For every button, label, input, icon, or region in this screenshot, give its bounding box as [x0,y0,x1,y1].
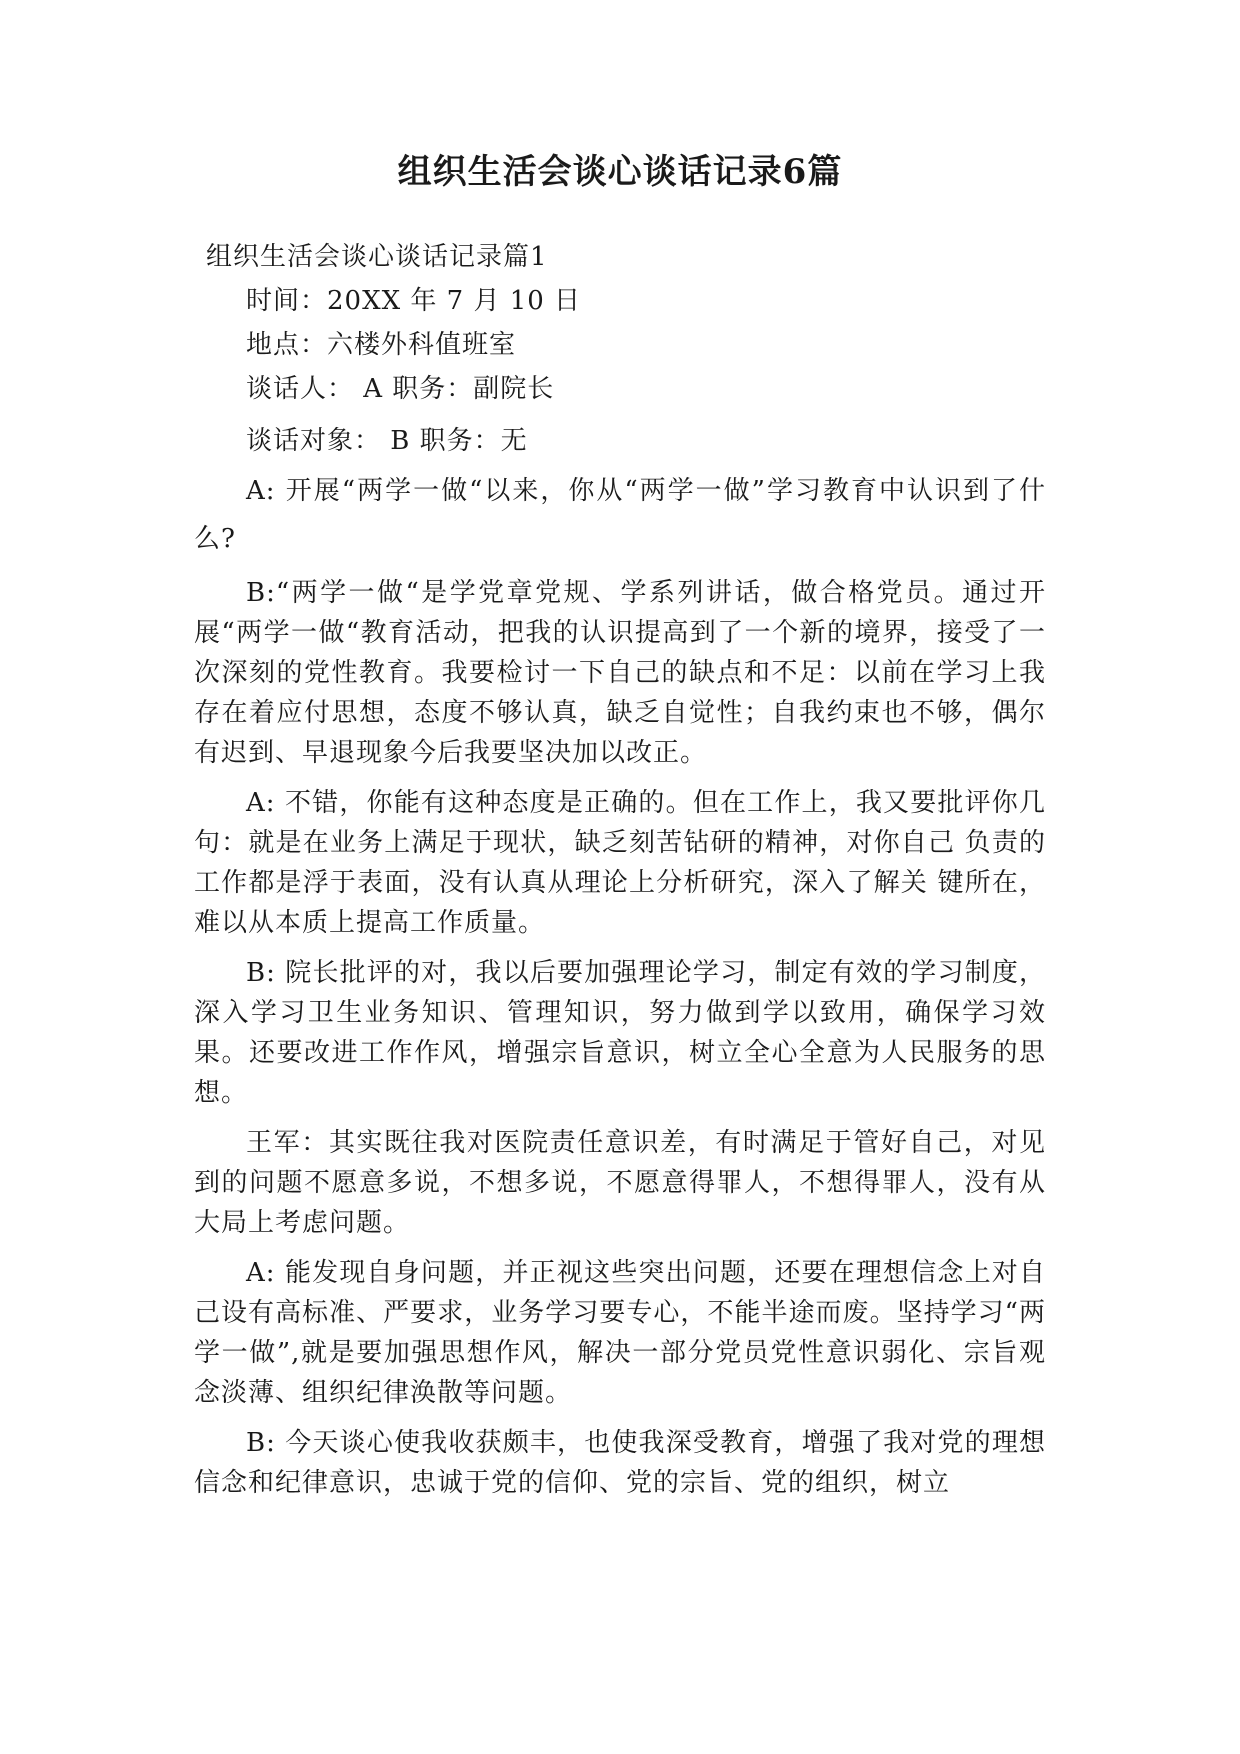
meta-speaker: 谈话人： A 职务：副院长 [246,374,555,404]
meta-place: 地点：六楼外科值班室 [246,330,517,360]
dialogue-paragraph: 王军：其实既往我对医院责任意识差，有时满足于管好自己，对见到的问题不愿意多说，不想多说，不愿意得罪人，不想得罪人，没有从大局上考虑问题。 [194,1128,1046,1238]
meta-target: 谈话对象： B 职务：无 [246,426,528,456]
dialogue-paragraph: B: 院长批评的对，我以后要加强理论学习，制定有效的学习制度，深入学习卫生业务知识、管理知识，努力做到学以致用，确保学习效果。还要改进工作作风，增强宗旨意识，树立全心全意为人民服务的思想。 [194,958,1046,1108]
document-title: 组织生活会谈心谈话记录6篇 [397,152,843,192]
dialogue-paragraph: B: 今天谈心使我收获颇丰，也使我深受教育，增强了我对党的理想信念和纪律意识，忠诚于党的信仰、党的宗旨、党的组织，树立 [194,1428,1046,1498]
dialogue-paragraph: B:“两学一做“是学党章党规、学系列讲话，做合格党员。通过开展“两学一做“教育活动，把我的认识提高到了一个新的境界，接受了一次深刻的党性教育。我要检讨一下自己的缺点和不足：以前在学习上我存在着应付思想，态度不够认真，缺乏自觉性；自我约束也不够，偶尔有迟到、早退现象今后我要坚决加以改正。 [194,578,1046,768]
dialogue-paragraph: A: 开展“两学一做“以来，你从“两学一做”学习教育中认识到了什么? [194,476,1046,554]
section-heading: 组织生活会谈心谈话记录篇1 [206,242,548,272]
dialogue-paragraph: A: 能发现自身问题，并正视这些突出问题，还要在理想信念上对自己设有高标准、严要求，业务学习要专心，不能半途而废。坚持学习“两学一做”,就是要加强思想作风，解决一部分党员党性意识弱化、宗旨观念淡薄、组织纪律涣散等问题。 [194,1258,1046,1408]
document-body [194,235,1046,1503]
meta-time: 时间：20XX 年 7 月 10 日 [246,286,582,316]
dialogue-paragraph: A: 不错，你能有这种态度是正确的。但在工作上，我又要批评你几句：就是在业务上满足于现状，缺乏刻苦钻研的精神，对你自己 负责的工作都是浮于表面，没有认真从理论上分析研究，深入了解关 键所在，难以从本质上提高工作质量。 [194,788,1046,938]
